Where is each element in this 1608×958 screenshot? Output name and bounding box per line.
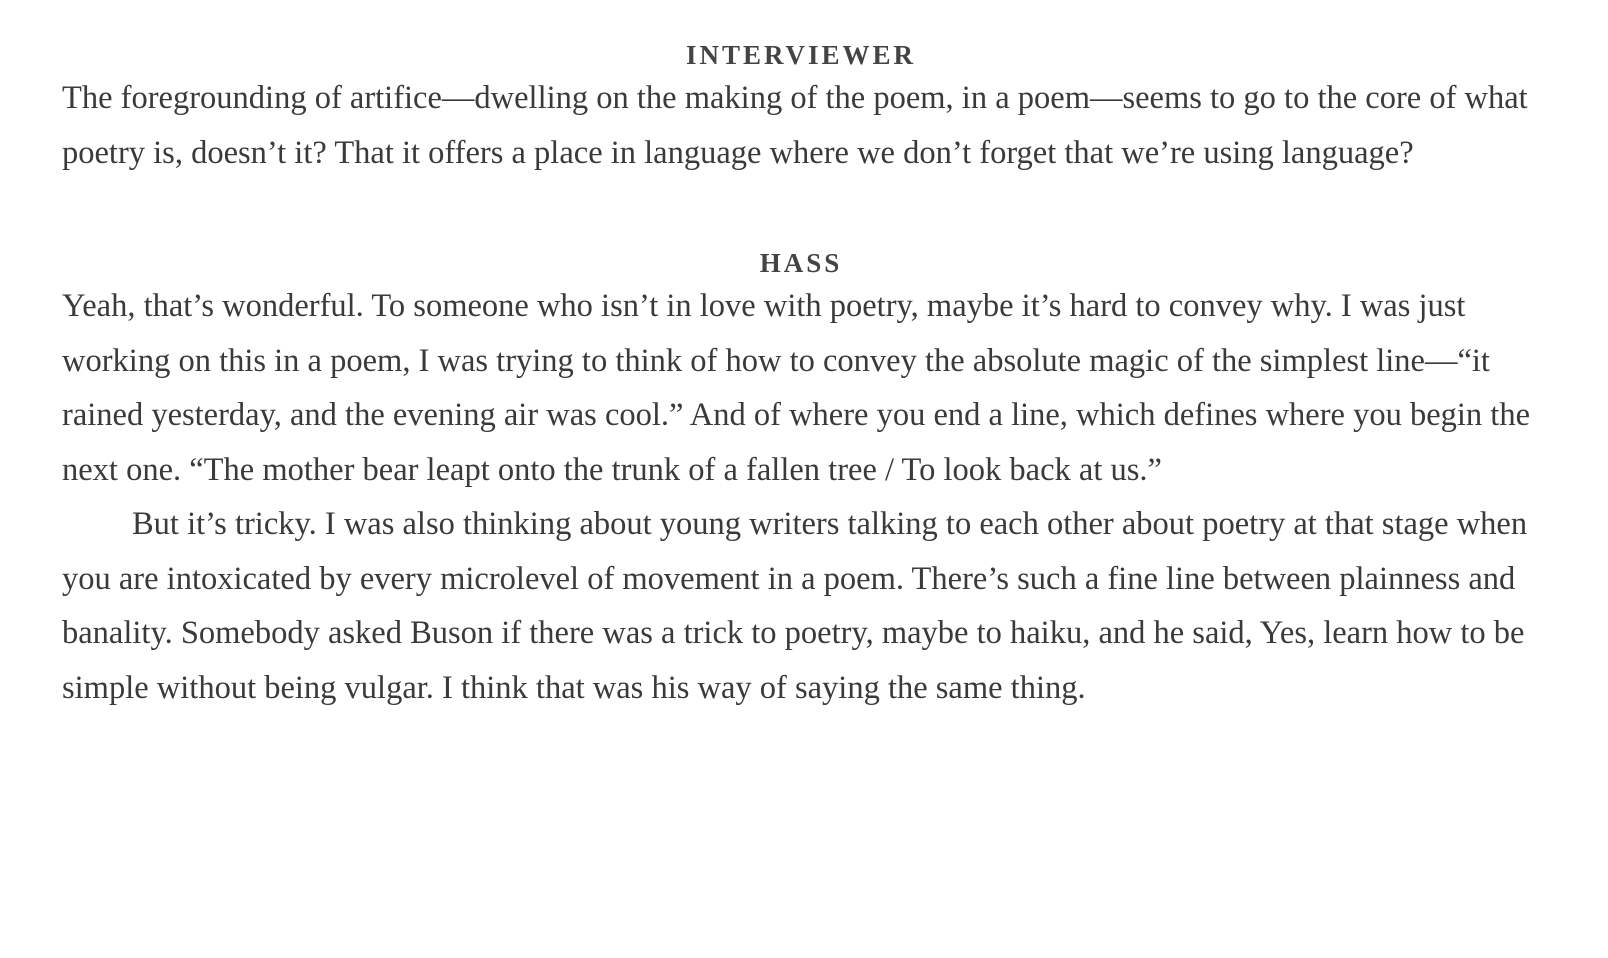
speaker-label-hass: HASS [759,248,843,278]
speaker-label-interviewer: INTERVIEWER [685,40,917,70]
interviewer-block [62,0,1540,180]
interview-page [62,0,1540,715]
hass-block [62,248,1540,715]
hass-answer-paragraph-1: Yeah, that’s wonderful. To someone who isn’t in love with poetry, maybe it’s hard to convey why. I was just working on this in a poem, I was trying to think of how to convey the absolute magic of the simplest line—“it rained yesterday, and the evening air was cool.” And of where you end a line, which defines where you begin the next one. “The mother bear leapt onto the trunk of a fallen tree / To look back at us.” [62,288,1531,488]
hass-answer-paragraph-2: But it’s tricky. I was also thinking about young writers talking to each other about poetry at that stage when you are intoxicated by every microlevel of movement in a poem. There’s such a fine line between plainness and banality. Somebody asked Buson if there was a trick to poetry, maybe to haiku, and he said, Yes, learn how to be simple without being vulgar. I think that was his way of saying the same thing. [62,506,1528,706]
interviewer-question: The foregrounding of artifice—dwelling on the making of the poem, in a poem—seems to go to the core of what poetry is, doesn’t it? That it offers a place in language where we don’t forget that we’re using language? [62,80,1528,171]
